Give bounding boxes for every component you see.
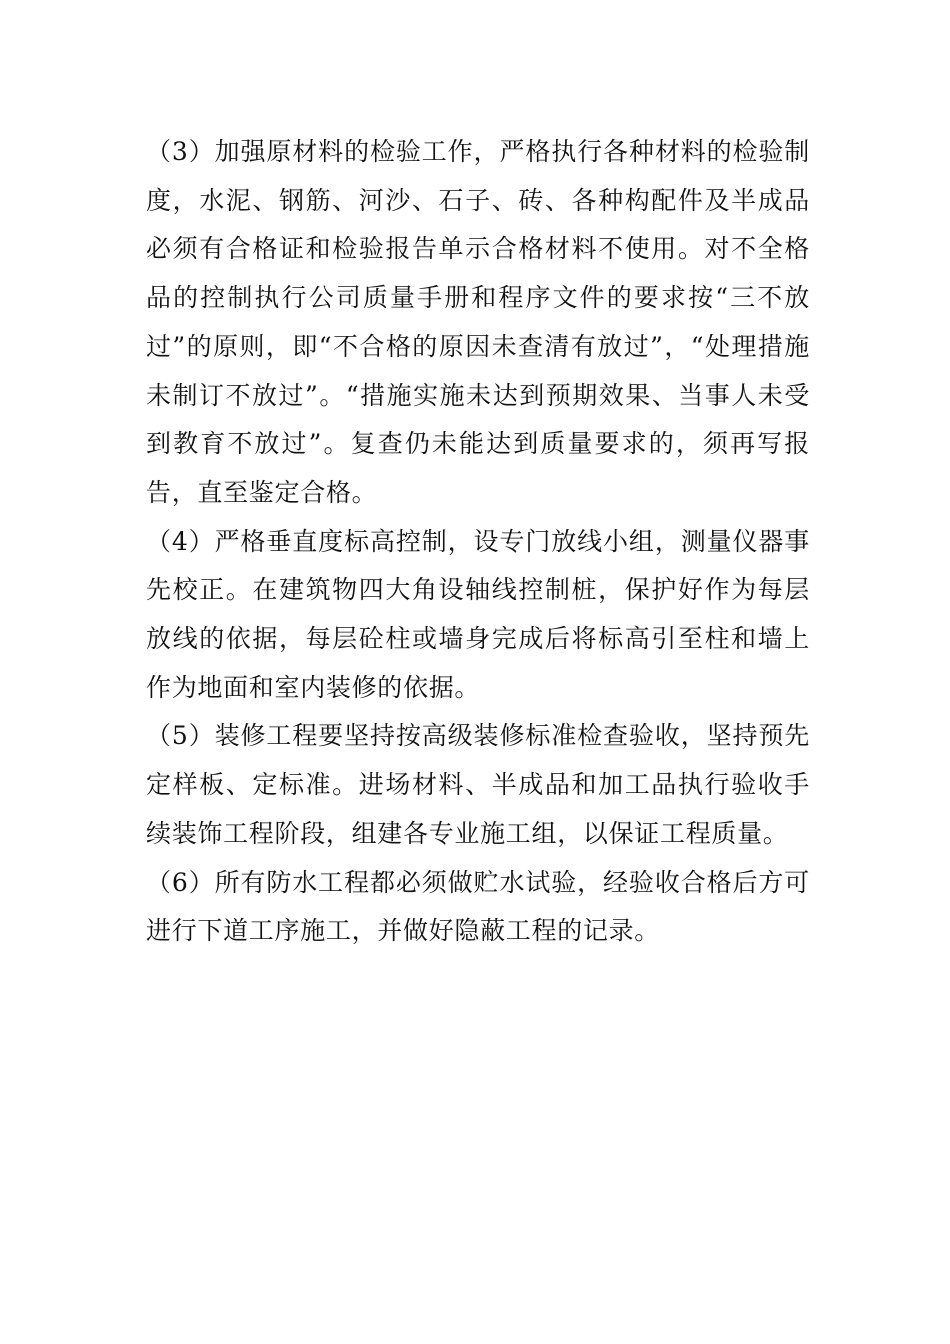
paragraph-4-verticality-control: （4）严格垂直度标高控制，设专门放线小组，测量仪器事先校正。在建筑物四大角设轴线控制桩，保护好作为每层放线的依据，每层砼柱或墙身完成后将标高引至柱和墙上作为地面和室内装修的依据。: [146, 526, 810, 702]
paragraph-6-waterproofing-test: （6）所有防水工程都必须做贮水试验，经验收合格后方可进行下道工序施工，并做好隐蔽工程的记录。: [146, 867, 810, 946]
paragraph-3-material-inspection: （3）加强原材料的检验工作，严格执行各种材料的检验制度，水泥、钢筋、河沙、石子、砖、各种构配件及半成品必须有合格证和检验报告单示合格材料不使用。对不全格品的控制执行公司质量手册和程序文件的要求按“三不放过”的原则，即“不合格的原因未查清有放过”，“处理措施未制订不放过”。“措施实施未达到预期效果、当事人未受到教育不放过”。复查仍未能达到质量要求的，须再写报告，直至鉴定合格。: [146, 137, 810, 507]
paragraph-5-decoration-acceptance: （5）装修工程要坚持按高级装修标准检查验收，坚持预先定样板、定标准。进场材料、半成品和加工品执行验收手续装饰工程阶段，组建各专业施工组，以保证工程质量。: [146, 721, 810, 848]
document-body: [146, 128, 810, 956]
